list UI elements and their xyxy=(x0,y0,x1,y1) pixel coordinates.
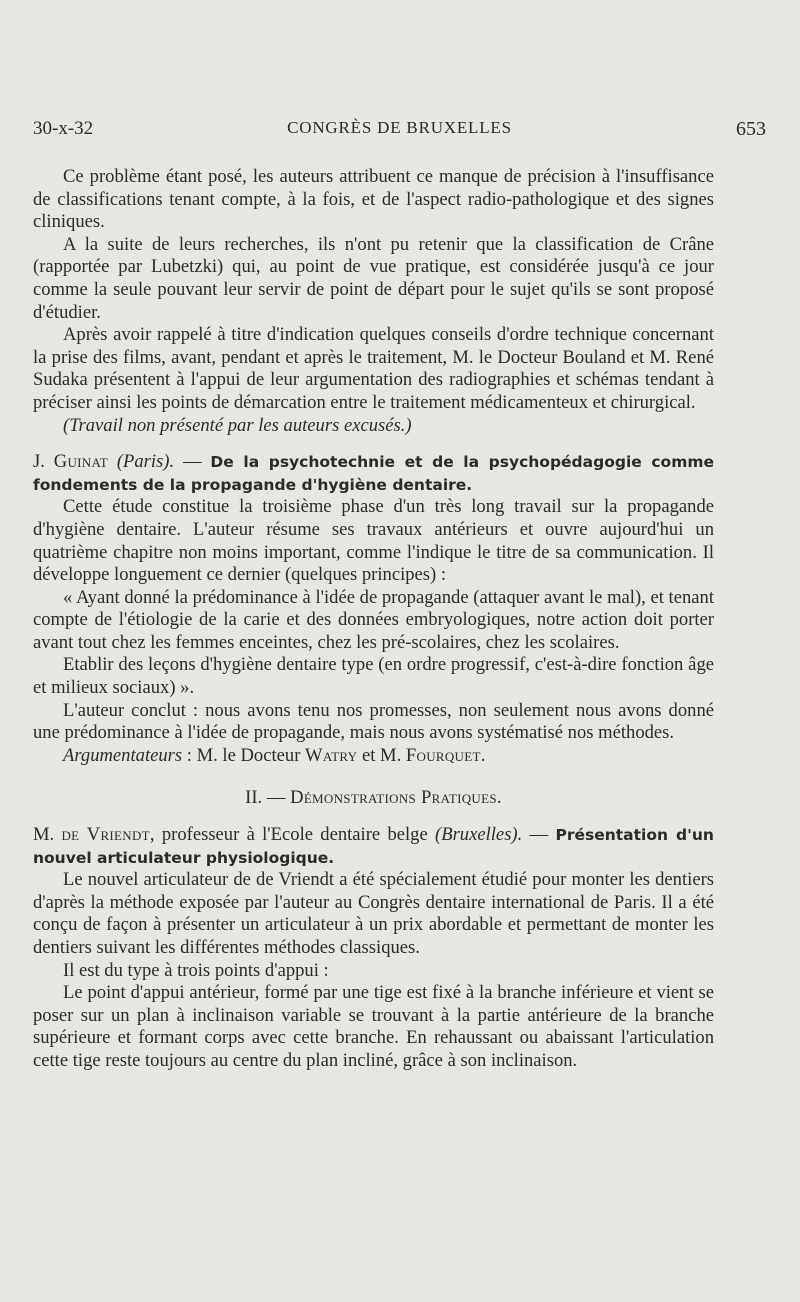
author-prefix: M. xyxy=(33,824,55,846)
author-role: , professeur à l'Ecole dentaire belge xyxy=(149,824,436,846)
argumentateur-name: Fourquet xyxy=(405,744,481,766)
paragraph: Après avoir rappelé à titre d'indication quelques conseils d'ordre technique concernant la prise des films, avant, pendant et après le traitement, M. le Docteur Bouland et M. René Sudaka présentent à l'appui de leur argumentation des radiographies et schémas tendant à préciser ainsi les points de démarcation entre le traitement médicamenteux et chirurgical. xyxy=(33,324,714,413)
author-city: (Paris). xyxy=(116,451,175,473)
author-city: (Bruxelles). xyxy=(435,824,523,846)
text-fragment: : M. le Docteur xyxy=(182,744,306,766)
section-title-text: Démonstrations Pratiques. xyxy=(290,787,502,809)
communication-title: Présentation d'un nouvel articulateur physiologique. xyxy=(33,826,714,867)
section-heading xyxy=(33,824,714,869)
paragraph: L'auteur conclut : nous avons tenu nos promesses, non seulement nous avons donné une prédominance à l'idée de propagande, mais nous avons systématisé nos méthodes. xyxy=(33,699,714,744)
quotation: « Ayant donné la prédominance à l'idée de propagande (attaquer avant le mal), et tenant compte de l'étiologie de la carie et des données embryologiques, notre action doit porter avant tout chez les femmes enceintes, chez les pré-scolaires, chez les scolaires. xyxy=(33,586,714,653)
paragraph: Ce problème étant posé, les auteurs attribuent ce manque de précision à l'insuffisance de classifications tenant compte, à la fois, et de l'aspect radio-pathologique et des signes cliniques. xyxy=(33,166,714,233)
author-initial: J. xyxy=(33,451,45,473)
heading-dash: — xyxy=(522,824,556,846)
paragraph: Le point d'appui antérieur, formé par une tige est fixé à la branche inférieure et vient se poser sur un plan à inclinaison variable se trouvant à la partie antérieure de la branche supérieure et formant corps avec cette branche. En rehaussant ou abaissant l'articulation cette tige reste toujours au centre du plan incliné, grâce à son inclinaison. xyxy=(33,982,714,1071)
communication-title: De la psychotechnie et de la psychopédagogie comme fondements de la propagande d'hygiène dentaire. xyxy=(33,453,715,494)
author-name: Vriendt xyxy=(86,824,150,846)
argumentateurs-label: Argumentateurs xyxy=(63,744,183,766)
paragraph: Il est du type à trois points d'appui : xyxy=(63,959,329,981)
header-title: CONGRÈS DE BRUXELLES xyxy=(287,118,512,137)
author-particle: de xyxy=(61,824,80,846)
paragraph: Le nouvel articulateur de de Vriendt a été spécialement étudié pour monter les dentiers d'après la méthode exposée par l'auteur au Congrès dentaire international de Paris. Il a été conçu de façon à présenter un articulateur à un prix abordable et permettant de monter les dentiers suivant les différentes méthodes classiques. xyxy=(33,869,714,958)
note: (Travail non présenté par les auteurs excusés.) xyxy=(63,414,412,436)
header-date: 30-x-32 xyxy=(33,118,94,139)
argumentateurs-line xyxy=(33,745,714,768)
text-fragment: . xyxy=(480,744,486,766)
section-number: II. — xyxy=(245,787,286,809)
section-heading xyxy=(33,451,714,496)
quotation: Etablir des leçons d'hygiène dentaire type (en ordre progressif, c'est-à-dire fonction âge et milieux sociaux) ». xyxy=(33,654,714,699)
running-header xyxy=(33,118,766,148)
page-body xyxy=(33,166,714,1073)
paragraph: Cette étude constitue la troisième phase d'un très long travail sur la propagande d'hygiène dentaire. L'auteur résume ses travaux antérieurs et ouvre aujourd'hui un quatrième chapitre non moins important, comme l'indique le titre de sa communication. Il développe longuement ce dernier (quelques principes) : xyxy=(33,496,714,586)
paragraph: A la suite de leurs recherches, ils n'ont pu retenir que la classification de Crâne (rapportée par Lubetzki) qui, au point de vue pratique, est considérée jusqu'à ce jour comme la seule pouvant leur servir de point de départ pour le sujet qu'ils se sont proposé d'étudier. xyxy=(33,233,714,323)
text-fragment: et M. xyxy=(357,744,406,766)
page-number: 653 xyxy=(736,118,766,140)
author-name: Guinat xyxy=(53,451,108,473)
heading-dash: — xyxy=(182,451,202,473)
argumentateur-name: Watry xyxy=(305,744,358,766)
section-title xyxy=(33,787,714,810)
